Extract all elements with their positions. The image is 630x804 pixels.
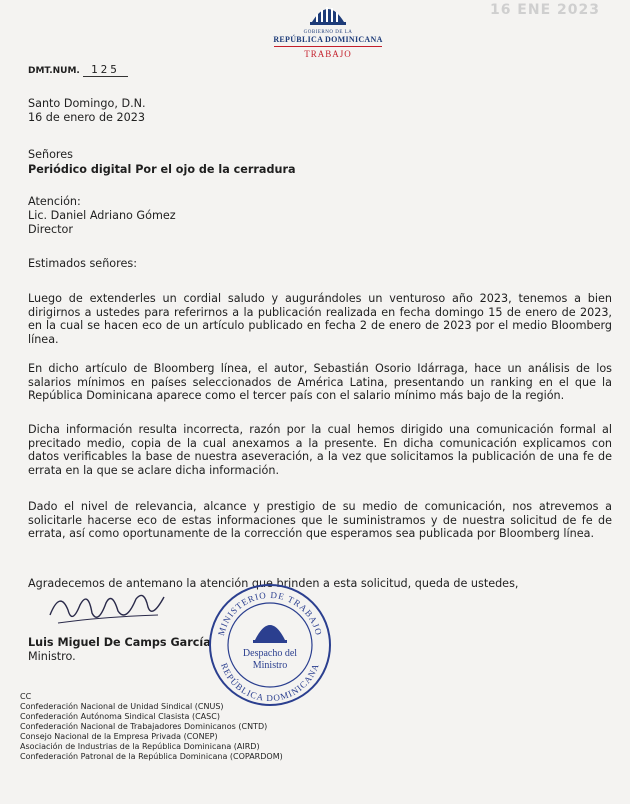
- received-stamp: 16 ENE 2023: [489, 2, 600, 18]
- greeting: Estimados señores:: [28, 257, 137, 270]
- dmt-number: 125: [83, 63, 128, 77]
- seal-center-1: Despacho del: [242, 648, 298, 659]
- city: Santo Domingo, D.N.: [28, 97, 146, 110]
- paragraph-5: Agradecemos de antemano la atención que brinden a esta solicitud, queda de ustedes,: [28, 577, 519, 590]
- signatory-name: Luis Miguel De Camps García: [28, 636, 211, 649]
- attention-label: Atención:: [28, 195, 81, 208]
- gov-line-2: REPÚBLICA DOMINICANA: [273, 35, 383, 44]
- paragraph-2: En dicho artículo de Bloomberg línea, el autor, Sebastián Osorio Idárraga, hace un análisis de los salarios mínimos en países seleccionados de América Latina, presentando un ranking en el que la República Dominicana aparece como el tercer país con el salario mínimo más bajo de la región.: [28, 362, 612, 403]
- signatory-title: Ministro.: [28, 650, 76, 663]
- document-number: [28, 63, 128, 77]
- letterhead: [258, 0, 398, 59]
- seal-ring-bottom: REPÚBLICA DOMINICANA: [219, 661, 321, 704]
- cc-item: Confederación Autónoma Sindical Clasista (CASC): [20, 712, 220, 721]
- cc-item: Confederación Nacional de Unidad Sindical (CNUS): [20, 702, 224, 711]
- attention-name: Lic. Daniel Adriano Gómez: [28, 209, 176, 222]
- paragraph-1: Luego de extenderles un cordial saludo y augurándoles un venturoso año 2023, tenemos a bien dirigirnos a ustedes para referirnos a la publicación realizada en fecha domingo 15 de enero de 2023, en la cual se hacen eco de un artículo publicado en fecha 2 de enero de 2023 por el medio Bloomberg línea.: [28, 292, 612, 346]
- seal-emblem-icon: [255, 625, 285, 640]
- seal-center-2: Ministro: [252, 660, 288, 671]
- cc-list: [20, 692, 283, 762]
- cc-item: Consejo Nacional de la Empresa Privada (CONEP): [20, 732, 218, 741]
- gov-line-1: GOBIERNO DE LA: [303, 30, 353, 35]
- paragraph-3: Dicha información resulta incorrecta, razón por la cual hemos dirigido una comunicación formal al precitado medio, copia de la cual anexamos a la presente. En dicha comunicación explicamos con datos verificables la base de nuestra aseveración, a la vez que solicitamos la publicación de una fe de errata en la que se aclare dicha información.: [28, 423, 612, 477]
- header-divider: [274, 46, 382, 47]
- cc-label: CC: [20, 692, 32, 701]
- cc-item: Confederación Nacional de Trabajadores Dominicanos (CNTD): [20, 722, 268, 731]
- cc-item: Confederación Patronal de la República Dominicana (COPARDOM): [20, 752, 283, 761]
- recipient-name: Periódico digital Por el ojo de la cerradura: [28, 163, 296, 176]
- ministry-seal: [205, 580, 335, 710]
- coat-of-arms-icon: [308, 0, 348, 26]
- cc-item: Asociación de Industrias de la República Dominicana (AIRD): [20, 742, 260, 751]
- paragraph-4: Dado el nivel de relevancia, alcance y prestigio de su medio de comunicación, nos atrevemos a solicitarle hacerse eco de estas informaciones que le suministramos y de nuestra solicitud de fe de errata, así como oportunamente de la corrección que esperamos sea publicada por Bloomberg línea.: [28, 500, 612, 541]
- date: 16 de enero de 2023: [28, 111, 145, 124]
- attention-role: Director: [28, 223, 73, 236]
- recipient-title: Señores: [28, 148, 73, 161]
- seal-ring-top: MINISTERIO DE TRABAJO: [215, 589, 325, 637]
- handwritten-signature: [40, 585, 170, 635]
- dmt-label: DMT.NUM.: [28, 66, 80, 76]
- department-name: TRABAJO: [304, 49, 352, 59]
